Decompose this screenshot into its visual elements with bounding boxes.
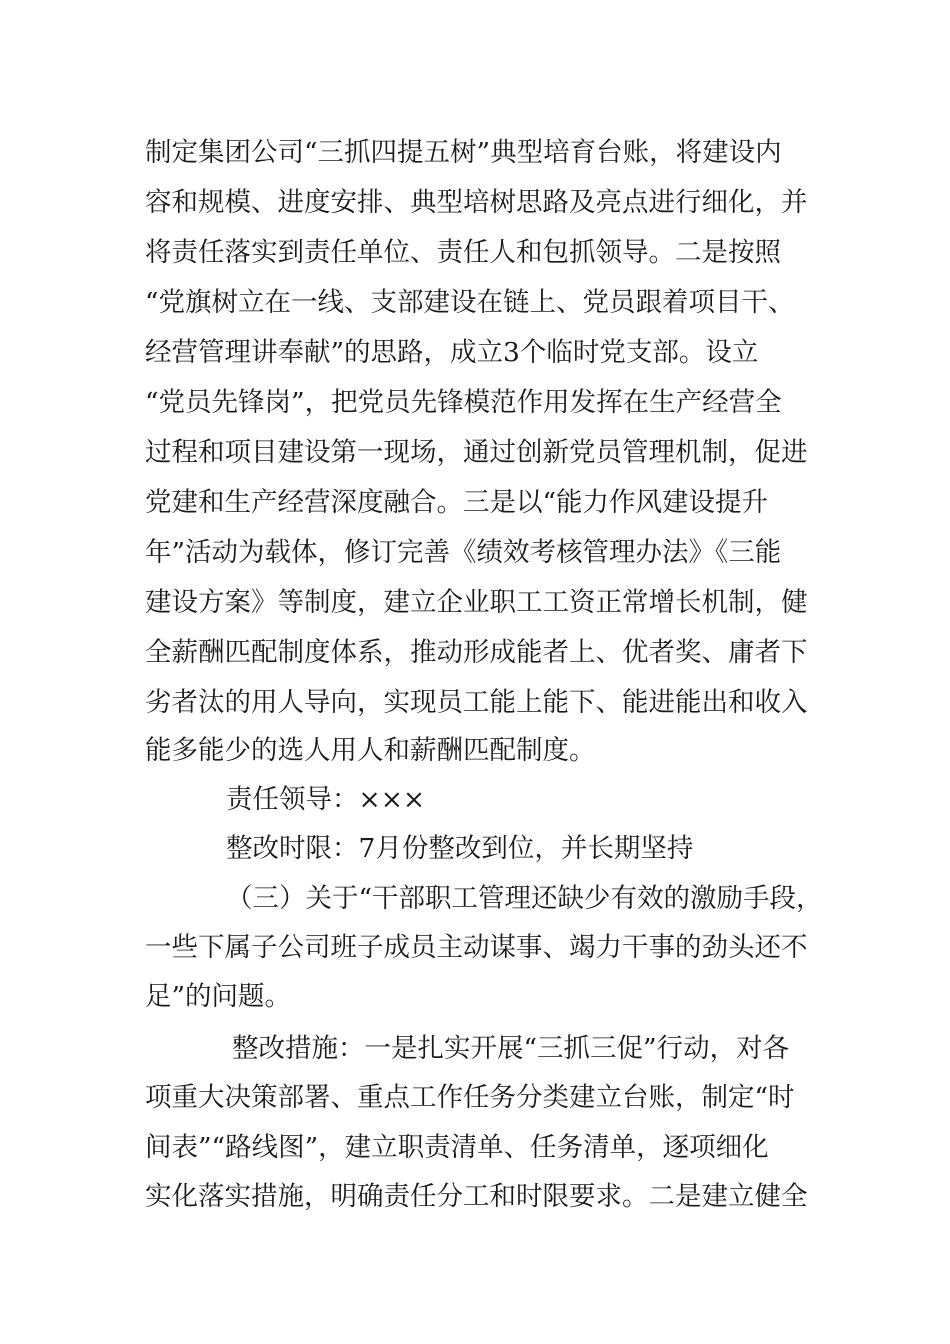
text-line: “党旗树立在一线、支部建设在链上、党员跟着项目干、 (145, 287, 795, 318)
text-line: 全薪酬匹配制度体系，推动形成能者上、优者奖、庸者下 (145, 637, 808, 668)
text-line: 实化落实措施，明确责任分工和时限要求。二是建立健全 (145, 1181, 808, 1212)
text-line: 党建和生产经营深度融合。三是以“能力作风建设提升 (145, 487, 769, 518)
rectification-measures: 整改措施：一是扎实开展“三抓三促”行动，对各 (232, 1033, 790, 1064)
responsible-leader: 责任领导：××× (226, 784, 426, 815)
text-line: 经营管理讲奉献”的思路，成立3个临时党支部。设立 (145, 337, 759, 368)
text-line: 建设方案》等制度，建立企业职工工资正常增长机制，健 (145, 587, 808, 618)
text-line: 将责任落实到责任单位、责任人和包抓领导。二是按照 (145, 237, 781, 268)
text-line: 间表”“路线图”，建立职责清单、任务清单，逐项细化 (145, 1132, 769, 1163)
text-line: 能多能少的选人用人和薪酬匹配制度。 (145, 735, 596, 766)
text-line: 制定集团公司“三抓四提五树”典型培育台账，将建设内 (145, 137, 782, 168)
text-line: 劣者汰的用人导向，实现员工能上能下、能进能出和收入 (145, 687, 808, 718)
section-heading: （三）关于“干部职工管理还缺少有效的激励手段， (226, 883, 823, 914)
deadline: 整改时限：7月份整改到位，并长期坚持 (226, 833, 694, 864)
text-line: 足”的问题。 (145, 981, 292, 1012)
text-line: 年”活动为载体，修订完善《绩效考核管理办法》《三能 (145, 537, 782, 568)
text-line: 容和规模、进度安排、典型培树思路及亮点进行细化，并 (145, 187, 808, 218)
text-line: “党员先锋岗”，把党员先锋模范作用发挥在生产经营全 (145, 387, 782, 418)
text-line: 一些下属子公司班子成员主动谋事、竭力干事的劲头还不 (145, 932, 808, 963)
text-line: 项重大决策部署、重点工作任务分类建立台账，制定“时 (145, 1082, 795, 1113)
text-line: 过程和项目建设第一现场，通过创新党员管理机制，促进 (145, 437, 808, 468)
